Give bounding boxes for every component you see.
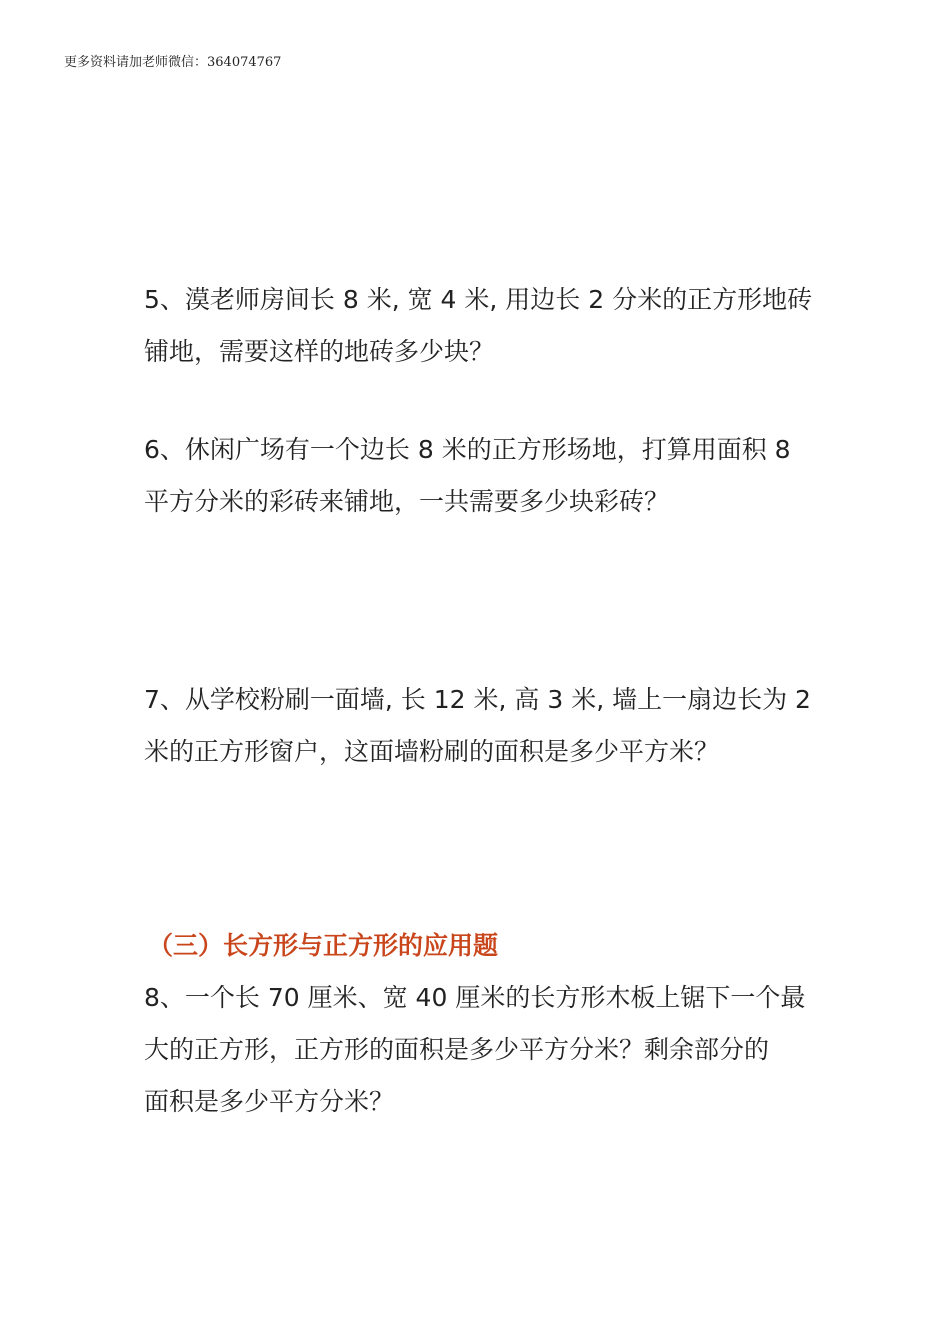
problem-8	[144, 972, 834, 1128]
section-heading: （三）长方形与正方形的应用题	[148, 931, 499, 960]
problem-5-line-1: 5、漠老师房间长 8 米, 宽 4 米, 用边长 2 分米的正方形地砖	[144, 285, 813, 314]
problem-5-line-2: 铺地，需要这样的地砖多少块？	[144, 337, 495, 366]
header-contact-note: 更多资料请加老师微信：364074767	[64, 55, 282, 70]
problem-8-line-1: 8、一个长 70 厘米、宽 40 厘米的长方形木板上锯下一个最	[144, 983, 806, 1012]
problem-7-line-1: 7、从学校粉刷一面墙, 长 12 米, 高 3 米, 墙上一扇边长为 2	[144, 685, 811, 714]
problem-8-line-3: 面积是多少平方分米？	[144, 1087, 395, 1116]
problem-5	[144, 274, 834, 378]
problem-7-line-2: 米的正方形窗户，这面墙粉刷的面积是多少平方米？	[144, 737, 720, 766]
problem-6	[144, 424, 834, 528]
problem-6-line-1: 6、休闲广场有一个边长 8 米的正方形场地，打算用面积 8	[144, 435, 791, 464]
problem-6-line-2: 平方分米的彩砖来铺地，一共需要多少块彩砖？	[144, 487, 670, 516]
problem-8-line-2: 大的正方形，正方形的面积是多少平方分米？剩余部分的	[144, 1035, 770, 1064]
problem-7	[144, 674, 834, 778]
